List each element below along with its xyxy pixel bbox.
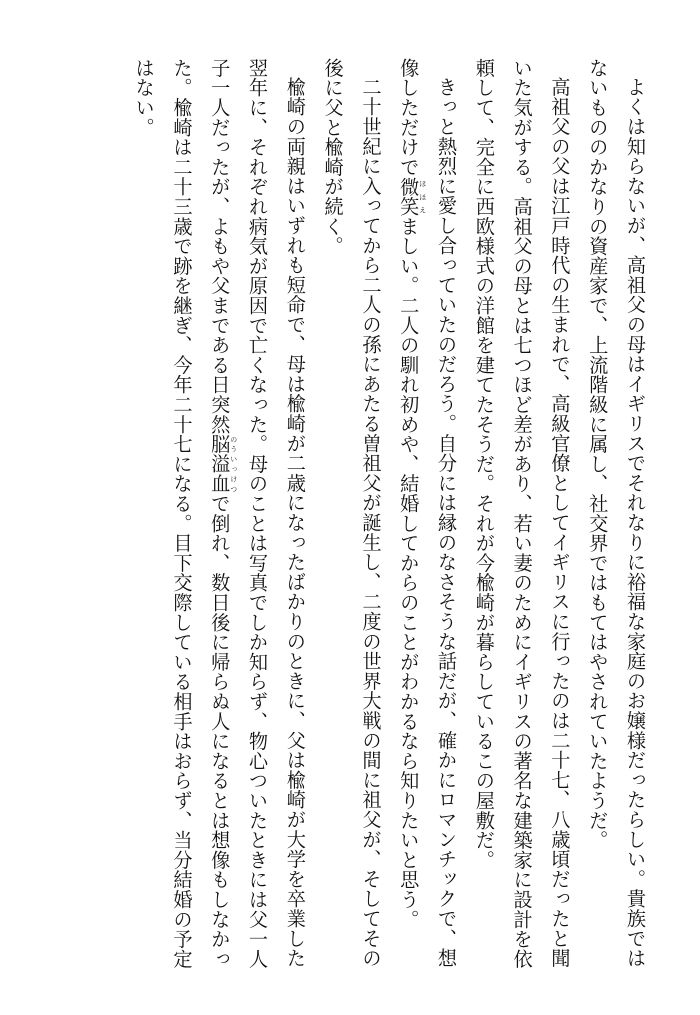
paragraph-2 <box>465 58 578 978</box>
paragraph-text-after: ましい。二人の馴れ初めや、結婚してからのことがわかるなら知りたいと思う。 <box>397 216 421 930</box>
ruby-reading: ほほえ <box>418 176 427 217</box>
paragraph-1 <box>578 58 654 978</box>
paragraph-5 <box>125 58 314 978</box>
paragraph-text-before: きっと熱烈に愛し合っていたのだろう。自分には縁のなさそうな話だが、確かにロマンチックで、想像しただけで <box>397 58 459 969</box>
paragraph-text: 二十世紀に入ってから二人の孫にあたる曽祖父が誕生し、二度の世界大戦の間に祖父が、そしてその後に父と楡崎が続く。 <box>321 58 383 969</box>
paragraph-text-before: 楡崎の両親はいずれも短命で、母は楡崎が二歳になったばかりのときに、父は楡崎が大学を卒業した翌年に、それぞれ病気が原因で亡くなった。母のことは写真でしか知らず、物心ついたときには父一人子一人だったが、よもや父まである日突然 <box>208 58 307 969</box>
ruby-word <box>208 434 238 494</box>
ruby-base: 微笑 <box>397 176 421 217</box>
paragraph-4 <box>314 58 390 978</box>
vertical-text-body <box>44 58 654 978</box>
paragraph-text: 高祖父の父は江戸時代の生まれで、高級官僚としてイギリスに行ったのは二十七、八歳頃だったと聞いた気がする。高祖父の母とは七つほど差があり、若い妻のためにイギリスの著名な建築家に設計を依頼して、完全に西欧様式の洋館を建てたそうだ。それが今楡崎が暮らしているこの屋敷だ。 <box>472 58 572 969</box>
ruby-word <box>397 176 427 217</box>
ruby-base: 脳溢血 <box>208 434 232 494</box>
paragraph-3 <box>389 58 465 978</box>
paragraph-text-after: で倒れ、数日後に帰らぬ人になるとは想像もしなかった。楡崎は二十三歳で跡を継ぎ、今年二十七になる。目下交際している相手はおらず、当分結婚の予定はない。 <box>132 58 232 969</box>
paragraph-text: よくは知らないが、高祖父の母はイギリスでそれなりに裕福な家庭のお嬢様だったらしい。貴族ではないもののかなりの資産家で、上流階級に属し、社交界ではもてはやされていたようだ。 <box>586 58 647 969</box>
ruby-reading: のういっけつ <box>229 434 238 494</box>
